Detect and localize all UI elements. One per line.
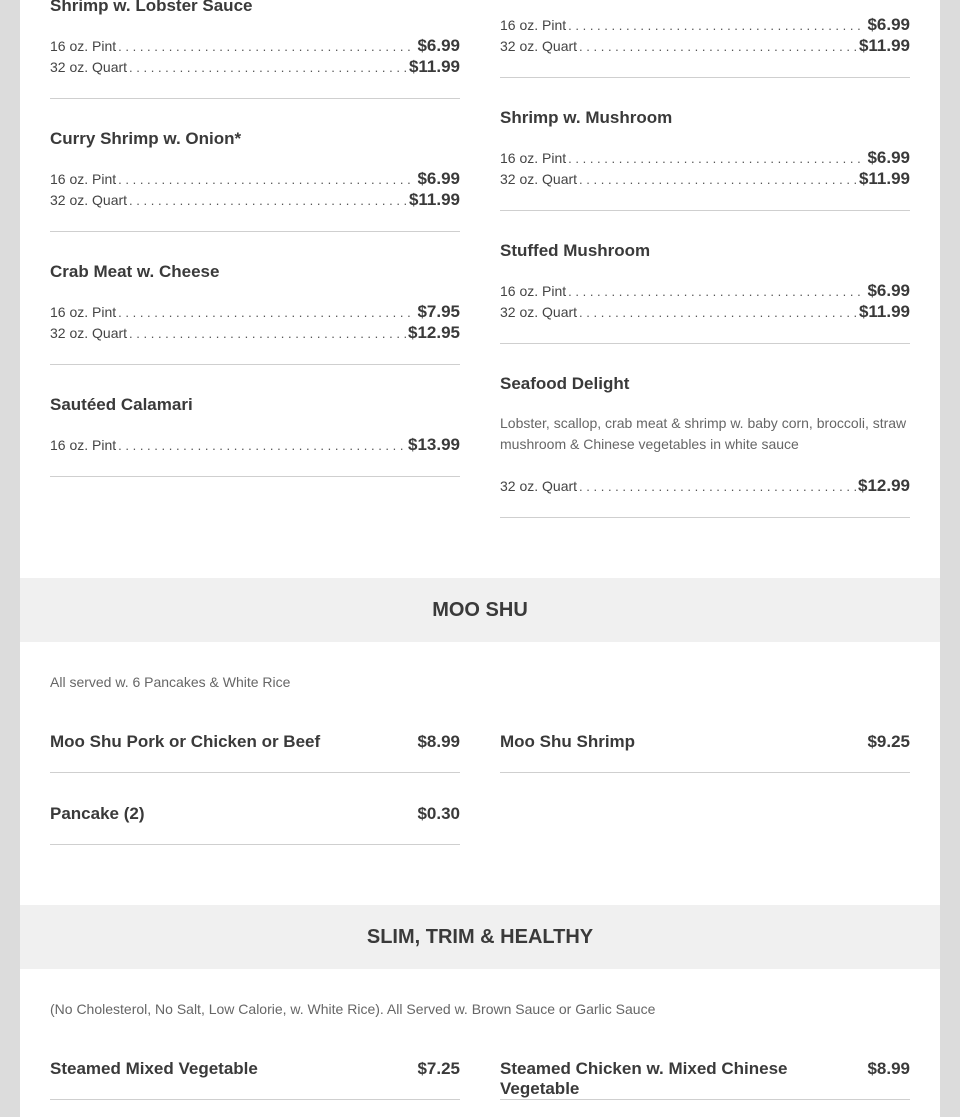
price-row — [500, 148, 910, 169]
divider — [50, 772, 460, 773]
divider — [500, 517, 910, 518]
menu-item-row — [50, 732, 460, 752]
leader-dots — [568, 151, 865, 166]
leader-dots — [129, 193, 407, 208]
leader-dots — [129, 60, 407, 75]
price-value: $11.99 — [858, 36, 910, 55]
section-title: SLIM, TRIM & HEALTHY — [366, 925, 594, 948]
item-price: $7.25 — [417, 1059, 460, 1078]
price-value: $6.99 — [867, 15, 910, 34]
divider — [50, 98, 460, 99]
leader-dots — [579, 172, 857, 187]
size-label: 32 oz. Quart — [500, 38, 578, 54]
price-row — [500, 302, 910, 323]
divider — [50, 476, 460, 477]
divider — [50, 1099, 460, 1100]
leader-dots — [568, 284, 865, 299]
price-row — [500, 281, 910, 302]
leader-dots — [579, 39, 857, 54]
item-name: Steamed Chicken w. Mixed Chinese Vegetable — [500, 1059, 788, 1098]
leader-dots — [118, 438, 406, 453]
item-title-crab-meat-cheese: Crab Meat w. Cheese — [50, 262, 220, 281]
menu-item-row — [500, 732, 910, 752]
leader-dots — [118, 39, 415, 54]
size-label: 16 oz. Pint — [50, 304, 117, 320]
leader-dots — [568, 18, 865, 33]
item-name: Steamed Mixed Vegetable — [50, 1059, 258, 1078]
menu-page — [20, 0, 940, 1117]
item-price: $9.25 — [867, 732, 910, 751]
section-note: (No Cholesterol, No Salt, Low Calorie, w. White Rice). All Served w. Brown Sauce or Garlic Sauce — [50, 1001, 656, 1017]
price-value: $6.99 — [867, 148, 910, 167]
section-note: All served w. 6 Pancakes & White Rice — [50, 674, 291, 690]
price-value: $11.99 — [858, 169, 910, 188]
size-label: 16 oz. Pint — [500, 17, 567, 33]
section-title: MOO SHU — [432, 598, 528, 621]
size-label: 32 oz. Quart — [50, 192, 128, 208]
divider — [500, 1099, 910, 1100]
size-label: 32 oz. Quart — [500, 171, 578, 187]
item-title-shrimp-lobster-sauce: Shrimp w. Lobster Sauce — [50, 0, 253, 15]
item-title-curry-shrimp: Curry Shrimp w. Onion* — [50, 129, 242, 148]
price-value: $12.99 — [858, 476, 910, 495]
price-row — [50, 36, 460, 57]
price-value: $6.99 — [417, 36, 460, 55]
size-label: 32 oz. Quart — [50, 59, 128, 75]
menu-item-row — [50, 1059, 460, 1079]
price-row — [50, 57, 460, 78]
price-row — [50, 169, 460, 190]
price-row — [50, 190, 460, 211]
item-price: $8.99 — [867, 1059, 910, 1078]
price-value: $6.99 — [867, 281, 910, 300]
price-row — [50, 435, 460, 456]
item-name: Moo Shu Shrimp — [500, 732, 636, 751]
item-title-shrimp-mushroom: Shrimp w. Mushroom — [500, 108, 673, 127]
section-header-slim-trim-healthy — [20, 905, 940, 969]
leader-dots — [579, 479, 856, 494]
size-label: 16 oz. Pint — [50, 38, 117, 54]
size-label: 16 oz. Pint — [500, 150, 567, 166]
size-label: 16 oz. Pint — [500, 283, 567, 299]
divider — [50, 844, 460, 845]
item-description: Lobster, scallop, crab meat & shrimp w. baby corn, broccoli, straw mushroom & Chinese vegetables in white sauce — [500, 415, 907, 452]
item-name: Pancake (2) — [50, 804, 145, 823]
item-title-sauteed-calamari: Sautéed Calamari — [50, 395, 193, 414]
item-name: Moo Shu Pork or Chicken or Beef — [50, 732, 321, 751]
price-row — [500, 476, 910, 497]
leader-dots — [118, 305, 415, 320]
size-label: 16 oz. Pint — [50, 437, 117, 453]
price-value: $11.99 — [408, 190, 460, 209]
item-title-seafood-delight: Seafood Delight — [500, 374, 630, 393]
price-value: $13.99 — [408, 435, 460, 454]
size-label: 32 oz. Quart — [500, 478, 578, 494]
leader-dots — [129, 326, 406, 341]
item-title-stuffed-mushroom: Stuffed Mushroom — [500, 241, 651, 260]
price-value: $11.99 — [858, 302, 910, 321]
price-value: $6.99 — [417, 169, 460, 188]
divider — [500, 772, 910, 773]
price-value: $12.95 — [408, 323, 460, 342]
section-header-moo-shu — [20, 578, 940, 642]
size-label: 32 oz. Quart — [50, 325, 128, 341]
divider — [50, 364, 460, 365]
menu-item-row — [500, 1059, 910, 1099]
divider — [500, 210, 910, 211]
price-row — [500, 36, 910, 57]
divider — [500, 343, 910, 344]
item-price: $8.99 — [417, 732, 460, 751]
leader-dots — [118, 172, 415, 187]
price-value: $7.95 — [417, 302, 460, 321]
price-row — [50, 323, 460, 344]
price-value: $11.99 — [408, 57, 460, 76]
divider — [50, 231, 460, 232]
leader-dots — [579, 305, 857, 320]
size-label: 32 oz. Quart — [500, 304, 578, 320]
price-row — [50, 302, 460, 323]
size-label: 16 oz. Pint — [50, 171, 117, 187]
divider — [500, 77, 910, 78]
item-price: $0.30 — [417, 804, 460, 823]
price-row — [500, 169, 910, 190]
price-row — [500, 15, 910, 36]
menu-item-row — [50, 804, 460, 824]
